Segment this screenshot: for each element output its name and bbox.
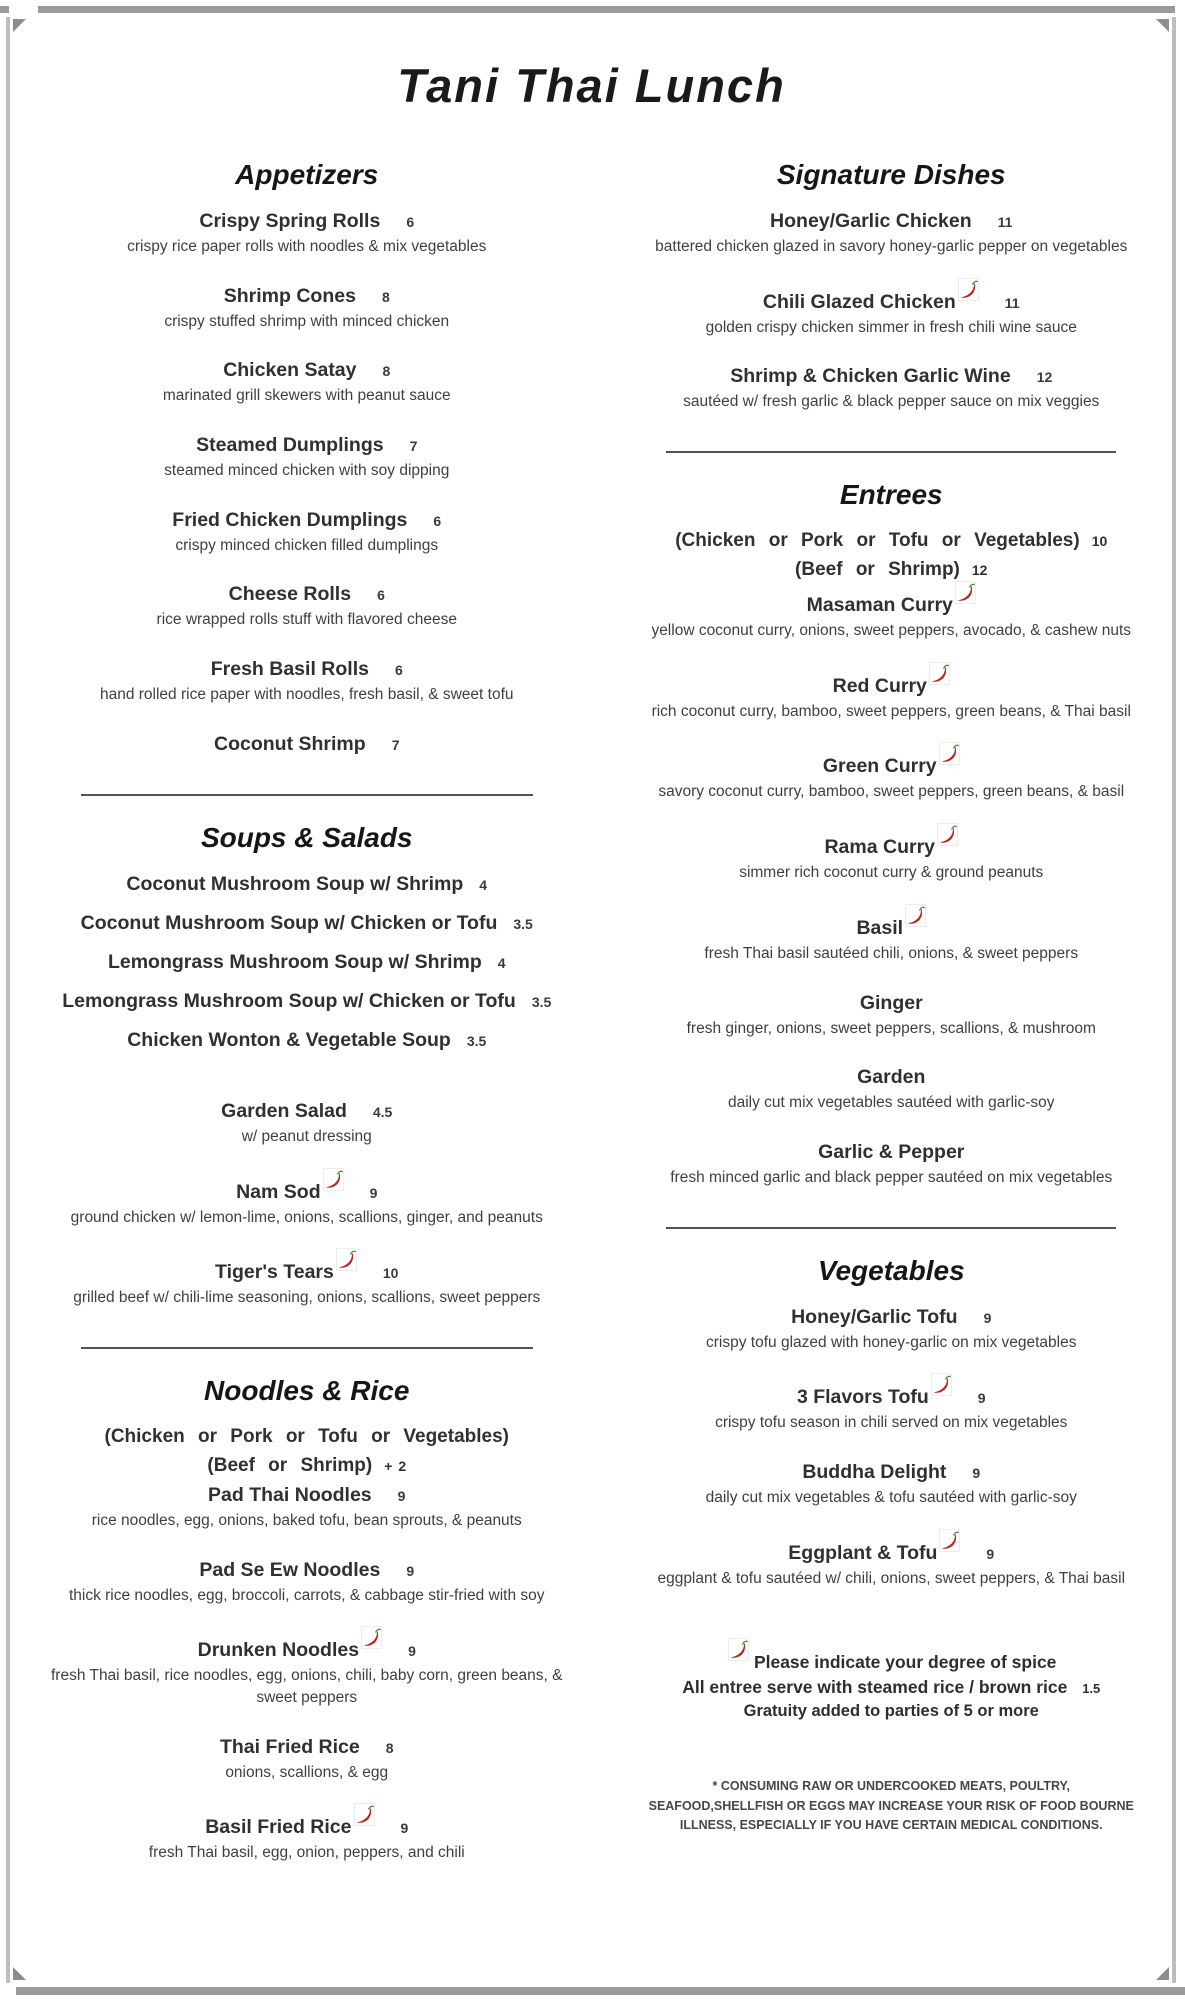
item-price: 9 (983, 1309, 992, 1326)
item-name: Pad Se Ew Noodles (199, 1558, 381, 1581)
item-price: 9 (397, 1487, 406, 1504)
frame-bottom-bar (16, 1987, 1185, 1995)
item-name: Rama Curry (824, 836, 936, 859)
chili-pepper-icon (323, 1168, 344, 1191)
menu-item (44, 1559, 570, 1607)
item-name: Honey/Garlic Chicken (770, 210, 972, 232)
menu-item (44, 658, 570, 706)
item-name-line (44, 733, 570, 756)
frame-right-border (1172, 17, 1176, 1983)
frame-top-left-notch (0, 6, 9, 13)
right-column (592, 133, 1170, 1835)
section-heading: Appetizers (235, 159, 379, 190)
chili-pepper-icon (931, 1373, 952, 1396)
gratuity-note: Gratuity added to parties of 5 or more (743, 1702, 1039, 1721)
item-name-line (44, 658, 570, 681)
item-description: fresh Thai basil, rice noodles, egg, onions, chili, baby corn, green beans, & sweet peppers (50, 1667, 563, 1706)
item-name-line (44, 1633, 570, 1662)
item-name: Honey/Garlic Tofu (791, 1305, 958, 1328)
item-name-line (44, 1736, 570, 1759)
item-price: 10 (382, 1265, 399, 1282)
item-description: daily cut mix vegetables sautéed with garlic-soy (727, 1094, 1055, 1112)
section-heading: Soups & Salads (200, 821, 413, 853)
item-price: 9 (408, 1643, 416, 1660)
chili-pepper-icon (361, 1626, 382, 1649)
item-name-line (630, 830, 1154, 859)
note-text: (Beef or Shrimp) (207, 1454, 373, 1476)
item-price: 11 (1004, 294, 1020, 311)
menu-item (44, 1029, 570, 1052)
section-divider (81, 794, 533, 796)
chili-pepper-icon (354, 1803, 375, 1826)
item-price: 9 (406, 1562, 415, 1579)
spice-note: Please indicate your degree of spice (753, 1652, 1057, 1673)
note-text: (Chicken or Pork or Tofu or Vegetables) (104, 1425, 509, 1447)
item-description: thick rice noodles, egg, broccoli, carrots, & cabbage stir-fried with soy (68, 1586, 545, 1604)
menu-item (630, 830, 1154, 884)
left-column-sections (44, 159, 570, 1864)
item-description: crispy tofu glazed with honey-garlic on mix vegetables (706, 1333, 1077, 1351)
menu-item (630, 1066, 1154, 1114)
menu-columns (14, 133, 1169, 1891)
item-name: Garlic & Pepper (818, 1140, 965, 1163)
menu-item (630, 1461, 1154, 1509)
item-description: w/ peanut dressing (241, 1127, 372, 1145)
chili-pepper-icon (728, 1638, 749, 1661)
item-description: ground chicken w/ lemon-lime, onions, scallions, ginger, and peanuts (70, 1208, 543, 1226)
item-name: Fresh Basil Rolls (210, 658, 369, 681)
menu-item (44, 733, 570, 756)
item-name: Tiger's Tears (215, 1261, 334, 1284)
item-name-line (630, 1066, 1154, 1089)
item-name: Thai Fried Rice (219, 1735, 360, 1758)
item-name: Coconut Mushroom Soup w/ Shrimp (126, 872, 464, 895)
item-name-line (44, 285, 570, 308)
item-description: golden crispy chicken simmer in fresh chili wine sauce (705, 318, 1077, 336)
chili-pepper-icon (939, 1529, 960, 1552)
menu-item (44, 1484, 570, 1532)
item-name-line (44, 951, 570, 974)
menu-page (14, 14, 1169, 1984)
item-description: battered chicken glazed in savory honey-garlic pepper on vegetables (655, 238, 1128, 255)
item-name-line (44, 210, 570, 233)
menu-item (44, 951, 570, 974)
menu-item (44, 509, 570, 557)
item-name-line (630, 1141, 1154, 1164)
item-name: Pad Thai Noodles (208, 1483, 372, 1506)
rice-note: All entree serve with steamed rice / brown rice (682, 1677, 1068, 1698)
item-price: 12 (1036, 369, 1053, 386)
chili-pepper-icon (929, 662, 950, 685)
item-name: Basil (856, 916, 904, 939)
item-price: 4 (479, 876, 488, 893)
section-heading: Entrees (839, 479, 943, 511)
item-description: crispy minced chicken filled dumplings (175, 536, 439, 554)
item-price: 9 (977, 1390, 986, 1407)
menu-item (630, 285, 1154, 339)
item-price: 3.5 (531, 993, 552, 1010)
item-name-line (630, 911, 1154, 940)
item-name: Shrimp & Chicken Garlic Wine (730, 365, 1011, 388)
item-price: 8 (381, 288, 390, 305)
item-name: Chicken Wonton & Vegetable Soup (127, 1028, 451, 1051)
section-heading: Signature Dishes (776, 159, 1006, 190)
item-price: 9 (400, 1820, 409, 1837)
disclaimer-text: * CONSUMING RAW OR UNDERCOOKED MEATS, POULTRY, SEAFOOD,SHELLFISH OR EGGS MAY INCREASE YOUR RISK OF FOOD BOURNE ILLNESS, ESPECIALLY IF YOU HAVE CERTAIN MEDICAL CONDITIONS. (648, 1779, 1134, 1833)
item-name-line (44, 912, 570, 935)
menu-item (44, 359, 570, 407)
menu-item (44, 1810, 570, 1864)
item-name-line (44, 509, 570, 532)
item-description: fresh ginger, onions, sweet peppers, scallions, & mushroom (686, 1019, 1096, 1037)
item-name: Cheese Rolls (228, 583, 352, 606)
item-description: fresh minced garlic and black pepper sautéed on mix vegetables (670, 1168, 1113, 1186)
item-name-line (44, 1029, 570, 1052)
item-price: 6 (377, 587, 385, 604)
item-price: 6 (406, 214, 415, 230)
item-description: steamed minced chicken with soy dipping (164, 462, 450, 480)
item-price: 8 (382, 363, 391, 380)
item-price: 6 (394, 662, 403, 679)
chili-pepper-icon (336, 1248, 357, 1271)
item-price: 7 (409, 438, 418, 455)
item-name-line (630, 1306, 1154, 1329)
item-name-line (630, 1380, 1154, 1409)
item-name: Drunken Noodles (197, 1639, 360, 1662)
left-column (14, 133, 592, 1891)
item-description: rice wrapped rolls stuff with flavored cheese (156, 611, 457, 629)
menu-item (630, 210, 1154, 258)
note-price: 10 (1091, 533, 1108, 550)
item-name: 3 Flavors Tofu (796, 1386, 929, 1409)
footer-notes (630, 1645, 1154, 1835)
item-name: Ginger (859, 991, 923, 1014)
rice-price: 1.5 (1082, 1681, 1101, 1697)
item-price: 9 (972, 1464, 981, 1481)
item-name-line (44, 990, 570, 1013)
menu-item (44, 912, 570, 935)
item-price: 9 (986, 1545, 995, 1562)
item-name-line (44, 1810, 570, 1839)
item-description: rice noodles, egg, onions, baked tofu, bean sprouts, & peanuts (91, 1511, 522, 1529)
item-price: 4.5 (372, 1103, 393, 1120)
section-price-note (44, 1426, 570, 1448)
menu-item (630, 1141, 1154, 1189)
section-divider (666, 1227, 1116, 1229)
menu-item (44, 1736, 570, 1784)
item-name: Coconut Mushroom Soup w/ Chicken or Tofu (80, 911, 498, 934)
section-heading: Vegetables (817, 1254, 965, 1286)
item-name: Fried Chicken Dumplings (172, 508, 408, 531)
item-name: Green Curry (822, 755, 937, 778)
menu-item (630, 588, 1154, 642)
menu-item (630, 992, 1154, 1040)
item-description: simmer rich coconut curry & ground peanuts (739, 864, 1044, 882)
item-description: crispy rice paper rolls with noodles & mix vegetables (127, 238, 487, 255)
note-price: + 2 (384, 1457, 407, 1474)
item-name-line (44, 359, 570, 382)
item-name-line (44, 1255, 570, 1284)
item-name-line (630, 285, 1154, 314)
item-description: grilled beef w/ chili-lime seasoning, onions, scallions, sweet peppers (73, 1289, 541, 1307)
menu-item (630, 911, 1154, 965)
item-description: sautéed w/ fresh garlic & black pepper sauce on mix veggies (683, 393, 1100, 411)
item-name: Masaman Curry (806, 594, 953, 617)
menu-item (44, 1100, 570, 1148)
item-name-line (44, 1484, 570, 1507)
item-name: Buddha Delight (802, 1460, 947, 1483)
item-description: crispy stuffed shrimp with minced chicken (164, 312, 450, 330)
section-price-note (630, 559, 1154, 581)
item-price: 6 (433, 512, 442, 529)
item-name: Chicken Satay (223, 359, 357, 382)
item-description: rich coconut curry, bamboo, sweet peppers, green beans, & Thai basil (651, 702, 1131, 720)
item-name-line (44, 1175, 570, 1204)
item-description: hand rolled rice paper with noodles, fresh basil, & sweet tofu (99, 686, 514, 704)
item-name: Steamed Dumplings (196, 434, 384, 457)
item-name: Coconut Shrimp (214, 732, 366, 755)
chili-pepper-icon (937, 823, 958, 846)
menu-item (44, 434, 570, 482)
item-price: 3.5 (466, 1032, 487, 1049)
item-description: yellow coconut curry, onions, sweet peppers, avocado, & cashew nuts (651, 622, 1132, 640)
item-name: Chili Glazed Chicken (762, 290, 956, 313)
section-divider (81, 1347, 533, 1349)
menu-item (630, 365, 1154, 413)
item-name: Garden Salad (221, 1099, 347, 1122)
spice-note-line (630, 1645, 1154, 1673)
rice-note-line (630, 1677, 1154, 1698)
menu-item (44, 583, 570, 631)
section-heading: Noodles & Rice (204, 1374, 410, 1406)
item-name-line (630, 365, 1154, 388)
menu-item (630, 1306, 1154, 1354)
item-description: fresh Thai basil, egg, onion, peppers, and chili (148, 1844, 465, 1862)
menu-title: Tani Thai Lunch (397, 59, 786, 112)
menu-item (44, 1255, 570, 1309)
note-text: (Chicken or Pork or Tofu or Vegetables) (675, 530, 1080, 552)
item-description: daily cut mix vegetables & tofu sautéed with garlic-soy (705, 1488, 1077, 1506)
item-name: Nam Sod (236, 1180, 321, 1203)
item-price: 9 (369, 1184, 378, 1201)
item-description: eggplant & tofu sautéed w/ chili, onions, sweet peppers, & Thai basil (657, 1569, 1126, 1587)
section-divider (666, 451, 1116, 453)
item-name-line (44, 583, 570, 606)
item-name: Red Curry (832, 674, 927, 697)
item-name-line (44, 1559, 570, 1582)
item-name: Crispy Spring Rolls (199, 210, 381, 232)
item-name-line (630, 210, 1154, 233)
chili-pepper-icon (958, 278, 979, 301)
item-name: Eggplant & Tofu (788, 1541, 938, 1564)
item-name-line (630, 992, 1154, 1015)
item-price: 4 (497, 954, 506, 971)
item-description: savory coconut curry, bamboo, sweet peppers, green beans, & basil (658, 783, 1125, 801)
frame-left-border (6, 17, 10, 1983)
item-name: Garden (857, 1066, 926, 1089)
item-name: Lemongrass Mushroom Soup w/ Shrimp (107, 950, 482, 973)
item-name-line (630, 749, 1154, 778)
menu-item (630, 749, 1154, 803)
menu-item (44, 1175, 570, 1229)
spice-note-chili-slot (726, 1652, 749, 1672)
menu-item (630, 1380, 1154, 1434)
item-name-line (44, 873, 570, 896)
menu-item (44, 873, 570, 896)
frame-top-bar (38, 6, 1175, 13)
section-price-note (44, 1455, 570, 1477)
item-name-line (630, 588, 1154, 617)
note-text: (Beef or Shrimp) (795, 559, 960, 581)
menu-item (44, 210, 570, 258)
item-price: 11 (997, 214, 1013, 230)
menu-item (630, 669, 1154, 723)
item-name: Shrimp Cones (223, 284, 356, 307)
item-name: Lemongrass Mushroom Soup w/ Chicken or Tofu (62, 989, 516, 1012)
chili-pepper-icon (905, 904, 926, 927)
item-description: crispy tofu season in chili served on mix vegetables (715, 1414, 1068, 1432)
item-name-line (44, 1100, 570, 1123)
item-description: onions, scallions, & egg (225, 1763, 389, 1781)
right-column-sections (630, 159, 1154, 1589)
item-price: 7 (391, 736, 400, 753)
item-price: 8 (385, 1739, 394, 1756)
menu-item (44, 990, 570, 1013)
item-name-line (630, 1536, 1154, 1565)
item-description: fresh Thai basil sautéed chili, onions, & sweet peppers (704, 944, 1079, 962)
item-name-line (44, 434, 570, 457)
item-name-line (630, 1461, 1154, 1484)
menu-item (44, 1633, 570, 1708)
item-price: 3.5 (513, 915, 533, 932)
note-price: 12 (971, 562, 988, 579)
chili-pepper-icon (955, 581, 976, 604)
section-price-note (630, 530, 1154, 552)
chili-pepper-icon (939, 742, 960, 765)
item-name-line (630, 669, 1154, 698)
menu-item (44, 285, 570, 333)
item-name: Basil Fried Rice (205, 1816, 352, 1839)
menu-item (630, 1536, 1154, 1590)
item-description: marinated grill skewers with peanut sauce (162, 387, 451, 405)
